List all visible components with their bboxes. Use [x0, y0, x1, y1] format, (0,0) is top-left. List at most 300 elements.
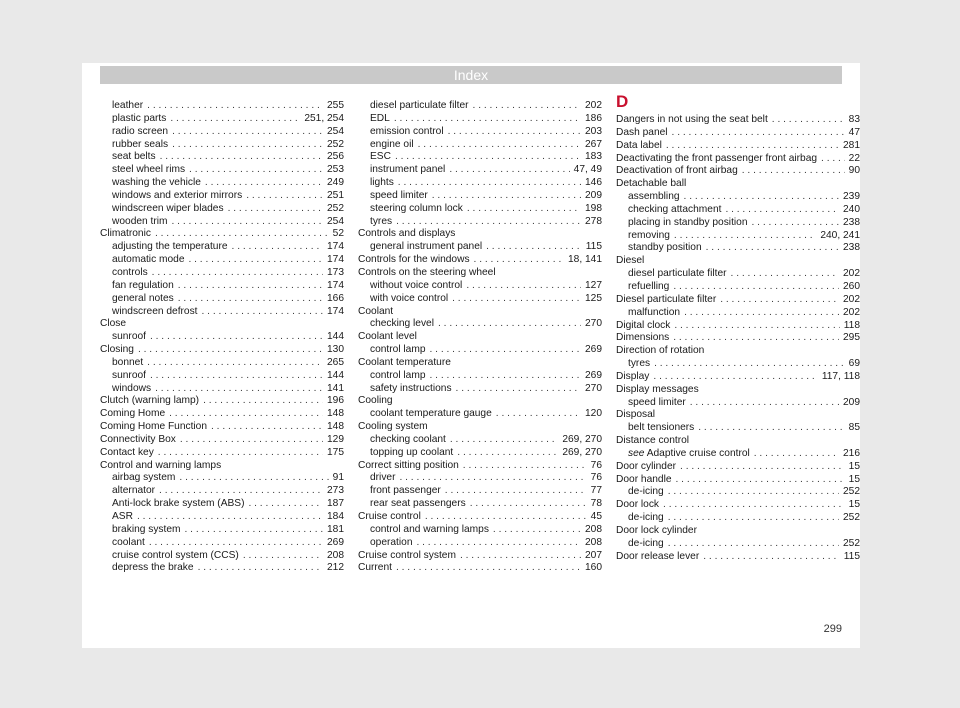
entry-page-ref[interactable]: 202 [585, 100, 602, 111]
entry-label: windows [112, 382, 152, 394]
entry-page-ref[interactable]: 269, 270 [562, 433, 602, 445]
entry-page-ref[interactable]: 269 [327, 536, 344, 548]
dot-leader [205, 177, 323, 190]
index-entry [100, 537, 344, 550]
entry-page-ref[interactable]: 255 [327, 100, 344, 111]
entry-page-ref[interactable]: 202 [843, 293, 860, 305]
dot-leader [467, 203, 581, 216]
dot-leader [666, 140, 839, 153]
page-header [100, 66, 842, 84]
entry-page-ref[interactable]: 260 [843, 280, 860, 292]
dot-leader [438, 318, 581, 331]
entry-page-ref[interactable]: 115 [585, 241, 602, 253]
dot-leader [147, 357, 323, 370]
entry-page-ref[interactable]: 160 [585, 562, 602, 574]
entry-page-ref[interactable]: 120 [585, 408, 602, 420]
index-entry [616, 204, 860, 217]
entry-label: front passenger [370, 485, 441, 497]
index-entry [616, 217, 860, 230]
entry-label: refuelling [628, 280, 670, 292]
entry-label: airbag system [112, 472, 176, 484]
entry-page-ref[interactable]: 198 [585, 202, 602, 214]
dot-leader [821, 153, 845, 166]
entry-label: bonnet [112, 356, 144, 368]
dot-leader [147, 100, 323, 113]
index-entry [100, 511, 344, 524]
dot-leader [202, 306, 323, 319]
entry-label: coolant [112, 536, 145, 548]
dot-leader [448, 126, 581, 139]
entry-page-ref[interactable]: 130 [327, 344, 344, 356]
index-entry [100, 395, 344, 408]
entry-label: Coming Home [100, 408, 166, 420]
dot-leader [198, 562, 323, 575]
index-entry [358, 280, 602, 293]
dot-leader [394, 113, 581, 126]
dot-leader [155, 383, 323, 396]
index-entry [616, 551, 860, 564]
entry-label: fan regulation [112, 279, 174, 291]
index-entry [616, 281, 860, 294]
entry-label: Diesel particulate filter [616, 293, 717, 305]
dot-leader [653, 371, 817, 384]
entry-label: Current [358, 562, 392, 574]
index-heading: Direction of rotation [616, 345, 705, 357]
page-title: Index [453, 67, 489, 83]
entry-label: checking attachment [628, 203, 722, 215]
entry-page-ref[interactable]: 269 [585, 344, 602, 356]
entry-label: Climatronic [100, 228, 151, 240]
index-entry [100, 562, 344, 575]
entry-page-ref[interactable]: 295 [843, 332, 860, 344]
index-entry [100, 434, 344, 447]
entry-label: removing [628, 229, 670, 241]
section-letter: D [616, 92, 629, 111]
entry-page-ref[interactable]: 252 [327, 202, 344, 214]
dot-leader [674, 230, 816, 243]
dot-leader [396, 562, 581, 575]
index-entry [100, 550, 344, 563]
entry-label: radio screen [112, 125, 169, 137]
dot-leader [496, 408, 581, 421]
index-entry [616, 397, 860, 410]
index-heading: Coolant level [358, 331, 417, 343]
entry-label: belt tensioners [628, 422, 695, 434]
dot-leader [754, 448, 839, 461]
entry-label: lights [370, 177, 394, 189]
entry-label: topping up coolant [370, 446, 454, 458]
entry-page-ref[interactable]: 207 [585, 549, 602, 561]
dot-leader [418, 139, 581, 152]
entry-label: rear seat passengers [370, 498, 466, 510]
entry-page-ref[interactable]: 144 [327, 331, 344, 343]
index-entry [100, 100, 344, 113]
entry-label: steel wheel rims [112, 164, 186, 176]
entry-page-ref[interactable]: 203 [585, 125, 602, 137]
index-entry [616, 230, 860, 243]
entry-label: alternator [112, 485, 156, 497]
entry-label: Cruise control system [358, 549, 456, 561]
index-entry [358, 113, 602, 126]
dot-leader [416, 537, 581, 550]
entry-label: Display [616, 370, 650, 382]
index-entry [100, 331, 344, 344]
entry-label: Digital clock [616, 319, 671, 331]
dot-leader [178, 280, 323, 293]
index-heading: Coolant temperature [358, 356, 451, 368]
dot-leader [159, 485, 323, 498]
entry-page-ref[interactable]: 270 [585, 382, 602, 394]
index-entry [100, 383, 344, 396]
entry-page-ref[interactable]: 85 [848, 422, 860, 434]
entry-page-ref[interactable]: 174 [327, 305, 344, 317]
entry-page-ref[interactable]: 187 [327, 498, 344, 510]
entry-label: Correct sitting position [358, 459, 459, 471]
index-page [82, 63, 860, 648]
entry-page-ref[interactable]: 252 [843, 512, 860, 524]
entry-page-ref[interactable]: 202 [843, 268, 860, 280]
dot-leader [445, 485, 587, 498]
dot-leader [189, 164, 323, 177]
entry-page-ref[interactable]: 254 [327, 215, 344, 227]
entry-page-ref[interactable]: 144 [327, 369, 344, 381]
index-entry [100, 216, 344, 229]
dot-leader [452, 293, 581, 306]
entry-page-ref[interactable]: 273 [327, 485, 344, 497]
index-entry [616, 358, 860, 371]
entry-page-ref[interactable]: 212 [327, 562, 344, 574]
dot-leader [228, 203, 323, 216]
index-heading: Door lock cylinder [616, 525, 697, 536]
index-entry [358, 318, 602, 331]
entry-page-ref[interactable]: 146 [585, 177, 602, 189]
entry-label: Door cylinder [616, 460, 677, 472]
dot-leader [684, 191, 839, 204]
entry-page-ref[interactable]: 278 [585, 215, 602, 227]
dot-leader [149, 537, 323, 550]
index-entry [100, 447, 344, 460]
dot-leader [456, 383, 581, 396]
entry-label: Connectivity Box [100, 433, 176, 445]
entry-label: tyres [628, 358, 651, 370]
entry-page-ref[interactable]: 269, 270 [562, 446, 602, 458]
entry-page-ref[interactable]: 196 [327, 395, 344, 407]
index-entry [100, 306, 344, 319]
index-entry [616, 153, 860, 166]
entry-page-ref[interactable]: 129 [327, 433, 344, 445]
dot-leader [680, 461, 845, 474]
dot-leader [152, 267, 323, 280]
dot-leader [752, 217, 840, 230]
entry-page-ref[interactable]: 45 [590, 511, 602, 522]
index-entry [100, 472, 344, 485]
dot-leader [772, 114, 845, 127]
entry-page-ref[interactable]: 90 [848, 165, 860, 177]
entry-page-ref[interactable]: 148 [327, 408, 344, 420]
index-entry [358, 537, 602, 550]
dot-leader [155, 228, 329, 241]
entry-page-ref[interactable]: 115 [843, 550, 860, 562]
dot-leader [246, 190, 323, 203]
index-entry [358, 164, 602, 177]
entry-label: Deactivation of front airbag [616, 165, 738, 177]
index-entry [100, 524, 344, 537]
dot-leader [150, 370, 323, 383]
index-column-3 [616, 92, 860, 564]
entry-page-ref[interactable]: 15 [848, 499, 860, 511]
entry-page-ref[interactable]: 240, 241 [820, 229, 860, 241]
index-entry [616, 165, 860, 178]
dot-leader [172, 126, 323, 139]
entry-page-ref[interactable]: 47, 49 [573, 164, 602, 176]
index-heading: Distance control [616, 435, 690, 447]
index-entry [358, 511, 602, 524]
index-entry [616, 242, 860, 255]
index-entry [100, 241, 344, 254]
index-entry [100, 344, 344, 357]
index-entry [358, 139, 602, 152]
entry-page-ref[interactable]: 208 [585, 536, 602, 548]
entry-page-ref[interactable]: 251, 254 [304, 112, 344, 124]
entry-page-ref[interactable]: 269 [585, 369, 602, 381]
entry-page-ref[interactable]: 117, 118 [821, 370, 860, 382]
entry-label: Dimensions [616, 332, 670, 344]
entry-label: Data label [616, 139, 662, 151]
entry-page-ref[interactable]: 249 [327, 177, 344, 189]
dot-leader [185, 524, 323, 537]
entry-label: wooden trim [112, 215, 168, 227]
entry-page-ref[interactable]: 76 [590, 459, 602, 471]
entry-page-ref[interactable]: 256 [327, 151, 344, 163]
dot-leader [470, 498, 587, 511]
entry-page-ref[interactable]: 252 [843, 537, 860, 549]
index-entry [616, 486, 860, 499]
entry-label: driver [370, 472, 396, 484]
index-entry [358, 447, 602, 460]
entry-page-ref[interactable]: 15 [848, 473, 860, 485]
index-entry [358, 241, 602, 254]
entry-page-ref[interactable]: 83 [848, 114, 860, 125]
entry-page-ref[interactable]: 281 [843, 139, 860, 151]
entry-label: assembling [628, 191, 680, 203]
index-column-1 [100, 100, 344, 575]
entry-label: steering column lock [370, 202, 463, 214]
index-entry [616, 140, 860, 153]
entry-page-ref[interactable]: 184 [327, 511, 344, 522]
index-entry [100, 293, 344, 306]
dot-leader [466, 280, 581, 293]
entry-page-ref[interactable]: 202 [843, 306, 860, 318]
entry-label: Dash panel [616, 126, 668, 138]
dot-leader [398, 177, 581, 190]
index-entry [100, 228, 344, 241]
dot-leader [248, 498, 323, 511]
entry-page-ref[interactable]: 251 [327, 189, 344, 201]
entry-page-ref[interactable]: 127 [585, 279, 602, 291]
index-entry [616, 294, 860, 307]
entry-label: Coming Home Function [100, 421, 208, 433]
entry-label: seat belts [112, 151, 156, 163]
entry-page-ref[interactable]: 209 [843, 396, 860, 408]
index-entry [358, 498, 602, 511]
dot-leader [684, 307, 839, 320]
index-entry [358, 100, 602, 113]
entry-page-ref[interactable]: 208 [585, 523, 602, 535]
dot-leader [178, 293, 323, 306]
index-heading: Close [100, 318, 127, 330]
index-entry [100, 408, 344, 421]
index-entry [358, 151, 602, 164]
index-entry [616, 320, 860, 333]
index-entry [616, 448, 860, 461]
entry-page-ref[interactable]: 69 [848, 358, 860, 370]
entry-page-ref[interactable]: 186 [585, 112, 602, 124]
entry-page-ref[interactable]: 267 [585, 138, 602, 150]
entry-label: windscreen defrost [112, 305, 198, 317]
entry-page-ref[interactable]: 174 [327, 241, 344, 253]
entry-label: ASR [112, 511, 133, 522]
dot-leader [450, 434, 558, 447]
dot-leader [493, 524, 581, 537]
entry-label: tyres [370, 215, 393, 227]
dot-leader [473, 100, 581, 113]
index-heading: Diesel [616, 255, 645, 267]
index-heading: Disposal [616, 409, 656, 421]
entry-page-ref[interactable]: 47 [848, 126, 860, 138]
entry-page-ref[interactable]: 77 [590, 485, 602, 497]
entry-page-ref[interactable]: 22 [848, 152, 860, 164]
entry-page-ref[interactable]: 174 [327, 254, 344, 266]
dot-leader [663, 499, 845, 512]
entry-label: Deactivating the front passenger front airbag [616, 152, 818, 164]
entry-page-ref[interactable]: 148 [327, 421, 344, 433]
index-entry [616, 332, 860, 345]
entry-page-ref[interactable]: 166 [327, 292, 344, 304]
entry-page-ref[interactable]: 173 [327, 266, 344, 278]
index-entry [358, 562, 602, 575]
index-heading: Control and warning lamps [100, 459, 222, 471]
dot-leader [243, 550, 323, 563]
entry-label: Clutch (warning lamp) [100, 395, 200, 407]
entry-page-ref[interactable]: 239 [843, 191, 860, 203]
entry-label: general notes [112, 292, 174, 304]
entry-page-ref[interactable]: 76 [590, 472, 602, 484]
index-entry [100, 280, 344, 293]
index-entry [358, 408, 602, 421]
entry-label: braking system [112, 523, 181, 535]
entry-label: Anti-lock brake system (ABS) [112, 498, 245, 510]
index-heading: Controls on the steering wheel [358, 266, 496, 278]
dot-leader [169, 408, 323, 421]
entry-page-ref[interactable]: 265 [327, 356, 344, 368]
entry-label: control lamp [370, 344, 426, 356]
entry-label: diesel particulate filter [628, 268, 727, 280]
entry-label: instrument panel [370, 164, 446, 176]
entry-label: Door release lever [616, 550, 700, 562]
index-entry [358, 293, 602, 306]
dot-leader [425, 511, 587, 524]
entry-page-ref[interactable]: 209 [585, 189, 602, 201]
entry-page-ref[interactable]: 52 [332, 228, 344, 240]
entry-page-ref[interactable]: 238 [843, 216, 860, 228]
entry-page-ref[interactable]: 238 [843, 242, 860, 254]
index-entry [100, 498, 344, 511]
entry-page-ref[interactable]: 78 [590, 498, 602, 510]
entry-label: speed limiter [370, 189, 428, 201]
index-heading: Cooling [358, 395, 393, 407]
dot-leader [731, 268, 839, 281]
entry-page-ref[interactable]: 183 [585, 151, 602, 163]
index-entry [100, 254, 344, 267]
entry-page-ref[interactable]: 18, 141 [568, 254, 602, 266]
entry-label: adjusting the temperature [112, 241, 228, 253]
dot-leader [399, 472, 586, 485]
entry-page-ref[interactable]: 91 [332, 472, 344, 484]
entry-page-ref[interactable]: 181 [327, 523, 344, 535]
dot-leader [463, 460, 587, 473]
entry-page-ref[interactable]: 253 [327, 164, 344, 176]
entry-page-ref[interactable]: 252 [327, 138, 344, 150]
index-entry [616, 268, 860, 281]
index-entry [616, 371, 860, 384]
dot-leader [449, 164, 569, 177]
entry-label: safety instructions [370, 382, 452, 394]
entry-page-ref[interactable]: 118 [843, 319, 860, 331]
entry-page-ref[interactable]: 270 [585, 318, 602, 330]
dot-leader [676, 474, 845, 487]
entry-page-ref[interactable]: 175 [327, 446, 344, 458]
entry-label: leather [112, 100, 144, 111]
entry-label: cruise control system (CCS) [112, 549, 239, 561]
entry-page-ref[interactable]: 216 [843, 447, 860, 459]
entry-label: ESC [370, 151, 391, 163]
index-heading: Display messages [616, 383, 699, 395]
page-number: 299 [823, 623, 842, 635]
dot-leader [698, 422, 844, 435]
entry-label: malfunction [628, 306, 681, 318]
index-entry [100, 151, 344, 164]
entry-page-ref[interactable]: 240 [843, 203, 860, 215]
entry-page-ref[interactable]: 208 [327, 549, 344, 561]
entry-page-ref[interactable]: 174 [327, 279, 344, 291]
entry-label: Closing [100, 344, 134, 356]
entry-page-ref[interactable]: 141 [327, 382, 344, 394]
dot-leader [703, 551, 840, 564]
index-entry [358, 370, 602, 383]
index-entry [100, 126, 344, 139]
entry-page-ref[interactable]: 125 [585, 292, 602, 304]
dot-leader [474, 254, 564, 267]
dot-leader [674, 320, 839, 333]
index-entry [100, 164, 344, 177]
index-entry [100, 177, 344, 190]
dot-leader [172, 216, 324, 229]
entry-page-ref[interactable]: 15 [848, 460, 860, 472]
dot-leader [668, 486, 839, 499]
entry-label: placing in standby position [628, 216, 748, 228]
dot-leader [672, 127, 845, 140]
entry-page-ref[interactable]: 254 [327, 125, 344, 137]
index-entry [358, 177, 602, 190]
dot-leader [673, 281, 839, 294]
dot-leader [673, 332, 839, 345]
index-entry [100, 267, 344, 280]
dot-leader [188, 254, 323, 267]
index-entry [616, 422, 860, 435]
entry-page-ref[interactable]: 252 [843, 486, 860, 498]
entry-label: general instrument panel [370, 241, 483, 253]
dot-leader [690, 397, 839, 410]
